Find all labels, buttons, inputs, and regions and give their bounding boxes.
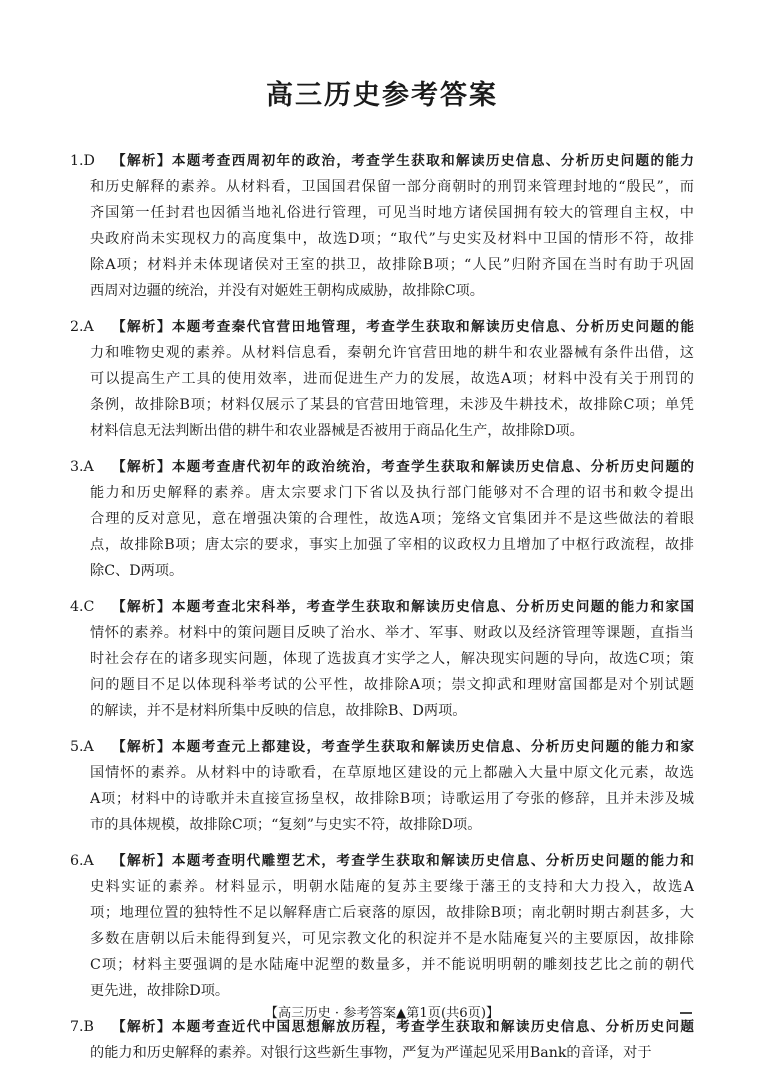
page-footer: 【高三历史 · 参考答案▲第1页(共6页)】 (264, 1006, 500, 1021)
answer-first-line (112, 594, 694, 620)
answer-first-line (112, 848, 694, 874)
analysis-heading: 【解析】本题考查北宋科举，考查学生获取和解读历史信息、分析历史问题的能力和家国 (112, 599, 694, 615)
answer-number: 1.D (70, 153, 95, 169)
answer-text-line: A项；材料中的诗歌并未直接宣扬皇权，故排除B项；诗歌运用了夸张的修辞，且并未涉及城 (90, 791, 694, 807)
answer-text-line: 更先进，故排除D项。 (90, 983, 230, 999)
answer-text-line: 条例，故排除B项；材料仅展示了某县的官营田地管理，未涉及牛耕技术，故排除C项；单凭 (90, 397, 694, 413)
answer-text-line: 多数在唐朝以后未能得到复兴，可见宗教文化的积淀并不是水陆庵复兴的主要原因，故排除 (90, 931, 694, 947)
answer-text-line: 国情怀的素养。从材料中的诗歌看，在草原地区建设的元上都融入大量中原文化元素，故选 (90, 765, 694, 781)
answer-text-line: 时社会存在的诸多现实问题，体现了选拔真才实学之人，解决现实问题的导向，故选C项；策 (90, 651, 694, 667)
answer-number: 6.A (70, 853, 94, 869)
answer-number: 2.A (70, 319, 94, 335)
answer-number: 5.A (70, 739, 94, 755)
answer-number: 4.C (70, 599, 95, 615)
answer-text-line: 除C、D两项。 (90, 563, 184, 579)
page-title: 高三历史参考答案 (266, 80, 498, 111)
answer-text-line: 的解读，并不是材料所集中反映的信息，故排除B、D两项。 (90, 703, 467, 719)
answer-number: 7.B (70, 1019, 94, 1035)
answer-first-line (112, 314, 694, 340)
answer-text-line: 能力和历史解释的素养。唐太宗要求门下省以及执行部门能够对不合理的诏书和敕令提出 (90, 485, 694, 501)
answer-text-line: 西周对边疆的统治，并没有对姬姓王朝构成威胁，故排除C项。 (90, 283, 484, 299)
answer-text-line: C项；材料主要强调的是水陆庵中泥塑的数量多，并不能说明明朝的雕刻技艺比之前的朝代 (90, 957, 694, 973)
answer-text-line: 材料信息无法判断出借的耕牛和农业器械是否被用于商品化生产，故排除D项。 (90, 423, 584, 439)
answer-text-line: 市的具体规模，故排除C项；“复刻”与史实不符，故排除D项。 (90, 817, 482, 833)
analysis-heading: 【解析】本题考查元上都建设，考查学生获取和解读历史信息、分析历史问题的能力和家 (112, 739, 694, 755)
answer-first-line (112, 454, 694, 480)
footer-corner-mark (680, 1012, 692, 1014)
answer-text-line: 问的题目不足以体现科举考试的公平性，故排除A项；崇文抑武和理财富国都是对个别试题 (90, 677, 694, 693)
answer-text-line: 史料实证的素养。材料显示，明朝水陆庵的复苏主要缘于藩王的支持和大力投入，故选A (90, 879, 694, 895)
answer-text-line: 项；地理位置的独特性不足以解释唐亡后衰落的原因，故排除B项；南北朝时期古刹甚多，大 (90, 905, 694, 921)
answer-text-line: 合理的反对意见，意在增强决策的合理性，故选A项；笼络文官集团并不是这些做法的着眼 (90, 511, 694, 527)
analysis-heading: 【解析】本题考查近代中国思想解放历程，考查学生获取和解读历史信息、分析历史问题 (112, 1019, 694, 1035)
answer-text-line: 和历史解释的素养。从材料看，卫国国君保留一部分商朝时的刑罚来管理封地的“殷民”，而 (90, 179, 694, 195)
answer-text-line: 央政府尚未实现权力的高度集中，故选D项；“取代”与史实及材料中卫国的情形不符，故排 (90, 231, 694, 247)
answer-first-line (112, 148, 694, 174)
answer-text-line: 可以提高生产工具的使用效率，进而促进生产力的发展，故选A项；材料中没有关于刑罚的 (90, 371, 694, 387)
answer-text-line: 点，故排除B项；唐太宗的要求，事实上加强了宰相的议政权力且增加了中枢行政流程，故排 (90, 537, 694, 553)
answer-text-line: 除A项；材料并未体现诸侯对王室的拱卫，故排除B项；“人民”归附齐国在当时有助于巩固 (90, 257, 694, 273)
answer-text-line: 力和唯物史观的素养。从材料信息看，秦朝允许官营田地的耕牛和农业器械有条件出借，这 (90, 345, 694, 361)
analysis-heading: 【解析】本题考查西周初年的政治，考查学生获取和解读历史信息、分析历史问题的能力 (112, 153, 694, 169)
answer-text-line: 的能力和历史解释的素养。对银行这些新生事物，严复为严谨起见采用Bank的音译，对于 (90, 1045, 652, 1061)
answer-first-line (112, 734, 694, 760)
answer-text-line: 情怀的素养。材料中的策问题目反映了治水、举才、军事、财政以及经济管理等课题，直指当 (90, 625, 694, 641)
analysis-heading: 【解析】本题考查唐代初年的政治统治，考查学生获取和解读历史信息、分析历史问题的 (112, 459, 694, 475)
analysis-heading: 【解析】本题考查明代雕塑艺术，考查学生获取和解读历史信息、分析历史问题的能力和 (112, 853, 694, 869)
answer-number: 3.A (70, 459, 94, 475)
answer-text-line: 齐国第一任封君也因循当地礼俗进行管理，可见当时地方诸侯国拥有较大的管理自主权，中 (90, 205, 694, 221)
analysis-heading: 【解析】本题考查秦代官营田地管理，考查学生获取和解读历史信息、分析历史问题的能 (112, 319, 694, 335)
